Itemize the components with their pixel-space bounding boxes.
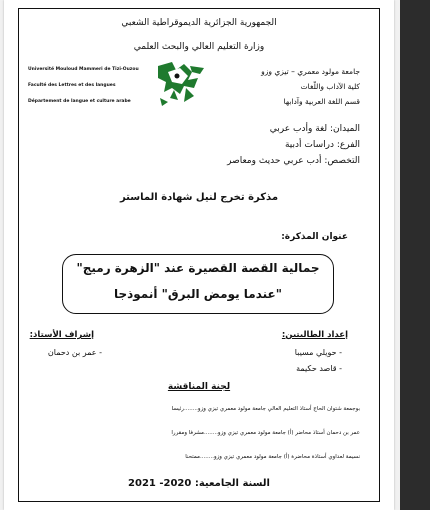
field-line: الميدان: لغة وأدب عربي (269, 124, 360, 134)
university-fr-line3: Département de langue et culture arabe (28, 99, 131, 104)
university-ar-line3: قسم اللغة العربية وآدابها (283, 97, 360, 106)
university-fr-line1: Université Mouloud Mammeri de Tizi-Ouzou (28, 67, 139, 72)
university-ar-line1: جامعة مولود معمري – تيزي وزو (261, 67, 360, 76)
committee-member-2: عمر بن دحمان أستاذ محاضر (أ) جامعة مولود معمري تيزي وزو........مشرفا ومقررا (171, 430, 360, 436)
memo-title-label: عنوان المذكرة: (281, 232, 348, 242)
specialty-line: التخصص: أدب عربي حديث ومعاصر (227, 156, 360, 166)
side-panel (400, 0, 430, 510)
supervisor-name: - عمر بن دحمان (47, 348, 102, 357)
committee-heading: لجنة المناقشة (167, 382, 231, 392)
memo-title: مذكرة تخرج لنيل شهادة الماستر (119, 192, 279, 203)
thesis-title-box (62, 254, 334, 314)
ministry-line: وزارة التعليم العالي والبحث العلمي (133, 42, 265, 52)
committee-member-1: بوجمعة شتوان الحاج أستاذ التعليم العالي جامعة مولود معمري تيزي وزو........رئيسا (171, 406, 360, 412)
university-ar-line2: كلية الآداب واللّغات (300, 82, 360, 91)
thesis-title-line2: "عندما يومض البرق" أنموذجا (113, 287, 283, 301)
committee-member-3: نسيمة لعداوي أستاذة محاضرة (أ) جامعة مولود معمري تيزي وزو........ممتحنا (185, 454, 360, 460)
republic-line: الجمهورية الجزائرية الديموقراطية الشعبي (121, 18, 277, 28)
university-emblem-icon (154, 58, 210, 108)
document-page (4, 0, 394, 510)
supervisor-heading: إشراف الأستاذ: (29, 330, 94, 340)
students-heading: إعداد الطالبتين: (281, 330, 348, 340)
academic-year: السنة الجامعية: 2020- 2021 (128, 478, 270, 489)
university-fr-line2: Faculté des Lettres et des langues (28, 83, 116, 88)
thesis-title-line1: جمالية القصة القصيرة عند "الزهرة رميج" (76, 261, 320, 275)
branch-line: الفرع: دراسات أدبية (284, 140, 360, 150)
student-name-2: - قاصد حكيمة (296, 364, 342, 373)
student-name-1: - حويلي مسيبا (294, 348, 342, 357)
